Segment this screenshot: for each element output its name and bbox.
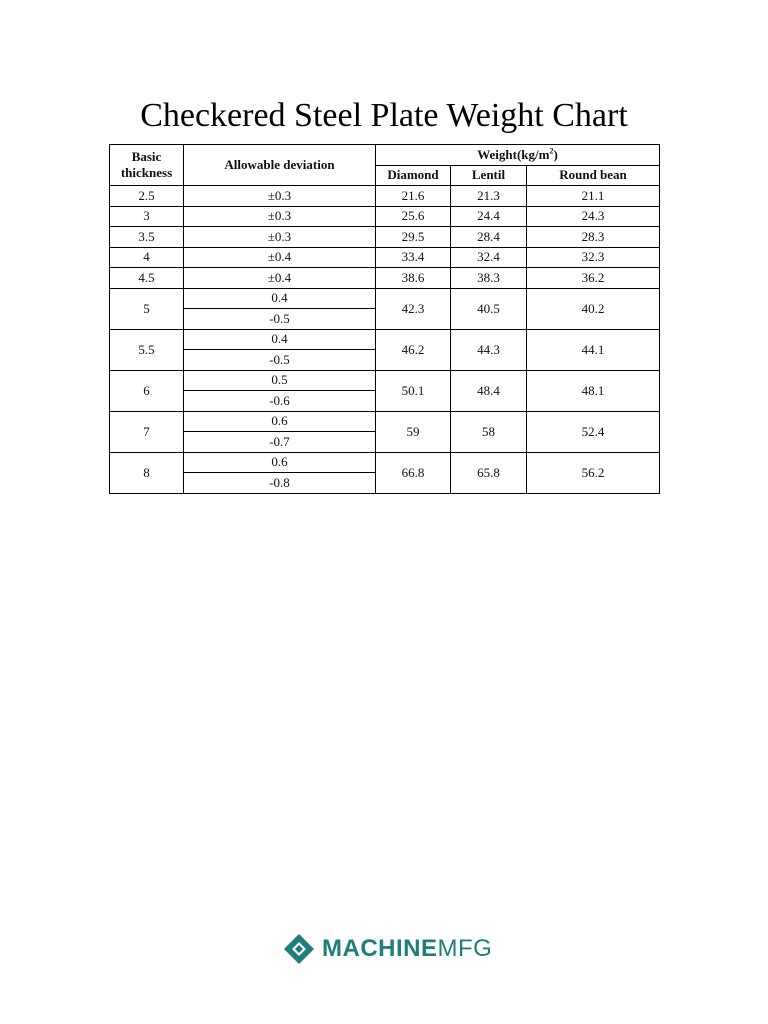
cell-round-bean: 52.4 — [527, 411, 660, 452]
weight-table — [109, 144, 660, 494]
logo-text-light: MFG — [437, 935, 493, 962]
cell-deviation: ±0.3 — [184, 186, 376, 207]
cell-lentil: 28.4 — [451, 227, 527, 248]
header-weight-text: Weight(kg/m — [477, 146, 550, 162]
cell-lentil: 21.3 — [451, 186, 527, 207]
cell-deviation-minus: -0.7 — [184, 432, 376, 453]
cell-diamond: 42.3 — [376, 288, 451, 329]
cell-thickness: 6 — [110, 370, 184, 411]
cell-thickness: 4 — [110, 247, 184, 268]
cell-deviation-plus: 0.4 — [184, 329, 376, 350]
cell-lentil: 48.4 — [451, 370, 527, 411]
cell-deviation-minus: -0.5 — [184, 309, 376, 330]
cell-thickness: 5 — [110, 288, 184, 329]
header-weight-sup: 2 — [549, 146, 554, 156]
table-body — [110, 186, 660, 494]
cell-round-bean: 44.1 — [527, 329, 660, 370]
cell-lentil: 24.4 — [451, 206, 527, 227]
cell-diamond: 38.6 — [376, 268, 451, 289]
cell-deviation-plus: 0.6 — [184, 452, 376, 473]
cell-diamond: 50.1 — [376, 370, 451, 411]
logo-text-bold: MACHINE — [322, 935, 438, 962]
cell-lentil: 58 — [451, 411, 527, 452]
cell-deviation: ±0.4 — [184, 247, 376, 268]
cell-thickness: 4.5 — [110, 268, 184, 289]
diamond-logo-icon — [284, 934, 314, 964]
cell-diamond: 29.5 — [376, 227, 451, 248]
cell-thickness: 8 — [110, 452, 184, 493]
header-lentil: Lentil — [451, 165, 527, 186]
table-row — [110, 370, 660, 391]
table-row — [110, 227, 660, 248]
cell-diamond: 66.8 — [376, 452, 451, 493]
cell-diamond: 33.4 — [376, 247, 451, 268]
cell-deviation-minus: -0.8 — [184, 473, 376, 494]
cell-thickness: 3 — [110, 206, 184, 227]
cell-diamond: 59 — [376, 411, 451, 452]
header-weight-close: ) — [553, 146, 558, 162]
cell-round-bean: 24.3 — [527, 206, 660, 227]
table-row — [110, 452, 660, 473]
cell-thickness: 5.5 — [110, 329, 184, 370]
page-title: Checkered Steel Plate Weight Chart — [140, 97, 628, 134]
cell-lentil: 65.8 — [451, 452, 527, 493]
cell-round-bean: 28.3 — [527, 227, 660, 248]
table-header-row — [110, 145, 660, 166]
cell-round-bean: 32.3 — [527, 247, 660, 268]
table-row — [110, 247, 660, 268]
table-row — [110, 411, 660, 432]
header-basic-line1: Basic — [131, 149, 162, 164]
cell-deviation: ±0.4 — [184, 268, 376, 289]
table-row — [110, 186, 660, 207]
cell-lentil: 38.3 — [451, 268, 527, 289]
cell-round-bean: 21.1 — [527, 186, 660, 207]
cell-deviation: ±0.3 — [184, 227, 376, 248]
header-round-bean: Round bean — [527, 165, 660, 186]
cell-lentil: 40.5 — [451, 288, 527, 329]
header-allowable-deviation: Allowable deviation — [184, 145, 376, 186]
header-diamond: Diamond — [376, 165, 451, 186]
machinemfg-logo — [280, 928, 493, 968]
header-basic-line2: thickness — [120, 165, 173, 180]
table-row — [110, 329, 660, 350]
cell-deviation-plus: 0.4 — [184, 288, 376, 309]
cell-diamond: 21.6 — [376, 186, 451, 207]
table-row — [110, 268, 660, 289]
logo-text — [322, 930, 492, 968]
cell-round-bean: 36.2 — [527, 268, 660, 289]
cell-round-bean: 40.2 — [527, 288, 660, 329]
cell-deviation: ±0.3 — [184, 206, 376, 227]
cell-lentil: 32.4 — [451, 247, 527, 268]
table-row — [110, 206, 660, 227]
cell-lentil: 44.3 — [451, 329, 527, 370]
cell-deviation-minus: -0.5 — [184, 350, 376, 371]
cell-round-bean: 48.1 — [527, 370, 660, 411]
table-row — [110, 288, 660, 309]
cell-diamond: 46.2 — [376, 329, 451, 370]
cell-thickness: 7 — [110, 411, 184, 452]
cell-thickness: 2.5 — [110, 186, 184, 207]
cell-deviation-minus: -0.6 — [184, 391, 376, 412]
cell-deviation-plus: 0.5 — [184, 370, 376, 391]
header-weight-group — [376, 145, 660, 166]
header-basic-thickness — [110, 145, 184, 186]
cell-round-bean: 56.2 — [527, 452, 660, 493]
cell-deviation-plus: 0.6 — [184, 411, 376, 432]
cell-diamond: 25.6 — [376, 206, 451, 227]
cell-thickness: 3.5 — [110, 227, 184, 248]
